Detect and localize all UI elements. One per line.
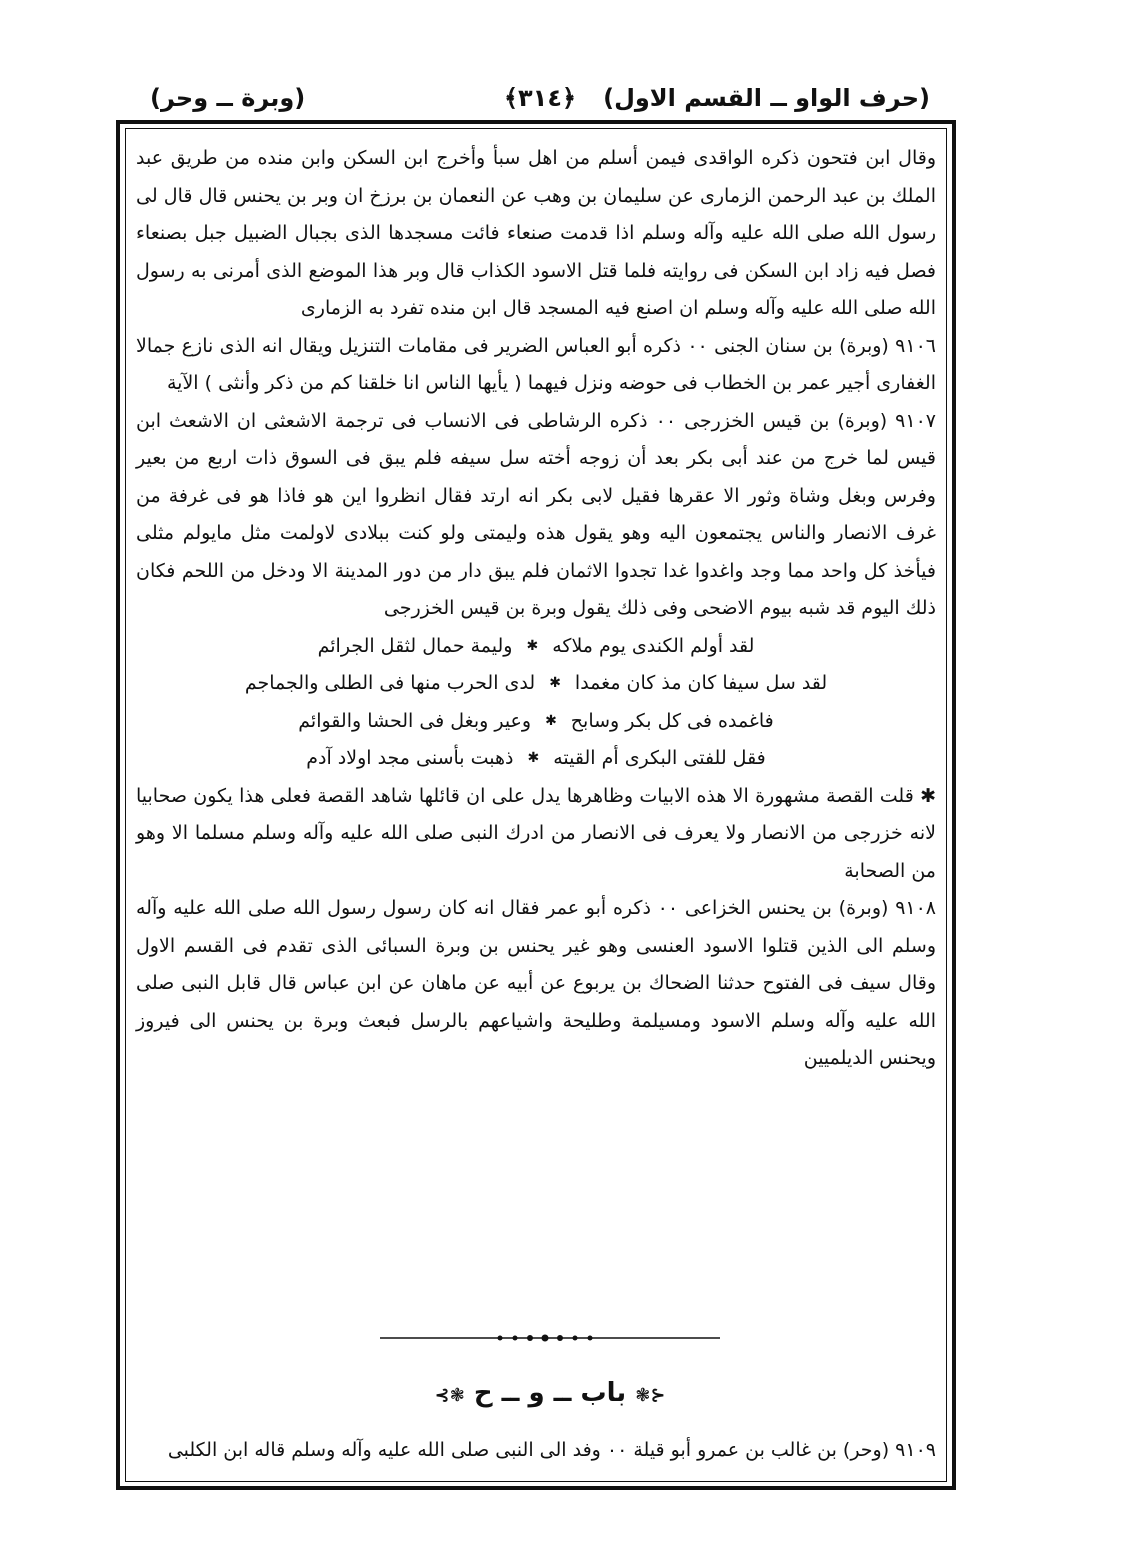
ornament-left-icon: ❃⊱ <box>434 1385 465 1406</box>
chapter-heading <box>380 1378 720 1408</box>
poem-verses <box>136 628 936 778</box>
verse-first-hemistich: فقل للفتى البكرى أم القيته <box>553 747 766 769</box>
header-section-title: (حرف الواو ــ القسم الاول) <box>603 84 930 112</box>
verse-line <box>136 703 936 741</box>
verse-second-hemistich: ذهبت بأسنى مجد اولاد آدم <box>306 747 514 769</box>
verse-line <box>136 740 936 778</box>
verse-first-hemistich: لقد أولم الكندى يوم ملاكه <box>552 634 755 657</box>
verse-second-hemistich: وليمة حمال لثقل الجرائم <box>317 634 513 657</box>
commentary-paragraph: ✱ قلت القصة مشهورة الا هذه الابيات وظاهرها يدل على ان قائلها شاهد القصة فعلى هذا يكون صحابيا لانه خزرجى من الانصار ولا يعرف فى الانصار من ادرك النبى صلى الله عليه وآله وسلم مسلما الا وهو من الصحابة <box>136 784 936 882</box>
verse-separator: ✱ <box>526 637 539 654</box>
page-header <box>150 84 930 124</box>
ornament-right-icon: ⊰❃ <box>635 1385 666 1406</box>
verse-first-hemistich: لقد سل سيفا كان مذ كان مغمدا <box>574 672 828 694</box>
page-number: ﴿٣١٤﴾ <box>503 84 577 112</box>
verse-line <box>136 628 936 666</box>
entry-9109: ٩١٠٩ (وحر) بن غالب بن عمرو أبو قيلة ٠٠ وفد الى النبى صلى الله عليه وآله وسلم قاله ابن الكلبى <box>167 1439 936 1461</box>
verse-line <box>136 665 936 703</box>
verse-second-hemistich: لدى الحرب منها فى الطلى والجماجم <box>244 672 536 694</box>
verse-separator: ✱ <box>545 712 557 729</box>
verse-first-hemistich: فاغمده فى كل بكر وسابح <box>570 709 774 732</box>
entry-9106: ٩١٠٦ (وبرة) بن سنان الجنى ٠٠ ذكره أبو العباس الضرير فى مقامات التنزيل ويقال انه الذى نازع جمالا الغفارى أجير عمر بن الخطاب فى حوضه ونزل فيهما ( يأيها الناس انا خلقنا كم من ذكر وأنثى ) الآية <box>136 334 936 394</box>
verse-second-hemistich: وعير وبغل فى الحشا والقوائم <box>298 709 532 732</box>
entry-9107: ٩١٠٧ (وبرة) بن قيس الخزرجى ٠٠ ذكره الرشاطى فى الانساب فى ترجمة الاشعثى ان الاشعث ابن قيس لما خرج من عند أبى بكر بعد أن زوجه أخته سل سيفه فلم يبق فى السوق ذات اربع من بعير وفرس وبغل وشاة وثور الا عقرها فقيل لابى بكر انه ارتد فقال انظروا اين هو فاذا هو فى غرفة من غرف الانصار والناس يجتمعون اليه وهو يقول هذه وليمتى ولو كنت ببلادى لاولمت مثل مايولم مثلى فيأخذ كل واحد مما وجد واغدوا غدا تجدوا الاثمان فلم يبق دار من دور المدينة الا ودخل من اللحم فكان ذلك اليوم قد شبه بيوم الاضحى وفى ذلك يقول وبرة بن قيس الخزرجى <box>136 409 936 619</box>
verse-separator: ✱ <box>549 675 561 691</box>
header-entry-range: (وبرة ــ وحر) <box>150 84 306 112</box>
paragraph-continuation: وقال ابن فتحون ذكره الواقدى فيمن أسلم من اهل سبأ وأخرج ابن السكن وابن منده من طريق عبد الملك بن عبد الرحمن الزمارى عن سليمان بن وهب عن النعمان بن برزخ ان وبر بن يحنس قال قال لى رسول الله صلى الله عليه وآله وسلم اذا قدمت صنعاء فائت مسجدها الذى بجبال الضبيل جبل بصنعاء فصل فيه زاد ابن السكن فى روايته فلما قتل الاسود الكذاب قال وبر هذا الموضع الذى أمرنى به رسول الله صلى الله عليه وآله وسلم ان اصنع فيه المسجد قال ابن منده تفرد به الزمارى <box>136 147 936 319</box>
main-text <box>136 140 936 1480</box>
chapter-title: باب ــ و ــ ح <box>473 1378 627 1408</box>
ornamental-rule <box>380 1333 720 1343</box>
verse-separator: ✱ <box>527 750 540 766</box>
entry-9108: ٩١٠٨ (وبرة) بن يحنس الخزاعى ٠٠ ذكره أبو عمر فقال انه كان رسول رسول الله صلى الله عليه وآله وسلم الى الذين قتلوا الاسود العنسى وهو غير يحنس بن وبرة السبائى الذى تقدم فى القسم الاول وقال سيف فى الفتوح حدثنا الضحاك بن يربوع عن أبيه عن ماهان عن ابن عباس قال قابل النبى صلى الله عليه وآله وسلم الاسود ومسيلمة وطليحة واشياعهم بالرسل فبعث وبرة بن يحنس الى فيروز ويحنس الديلميين <box>136 897 937 1069</box>
